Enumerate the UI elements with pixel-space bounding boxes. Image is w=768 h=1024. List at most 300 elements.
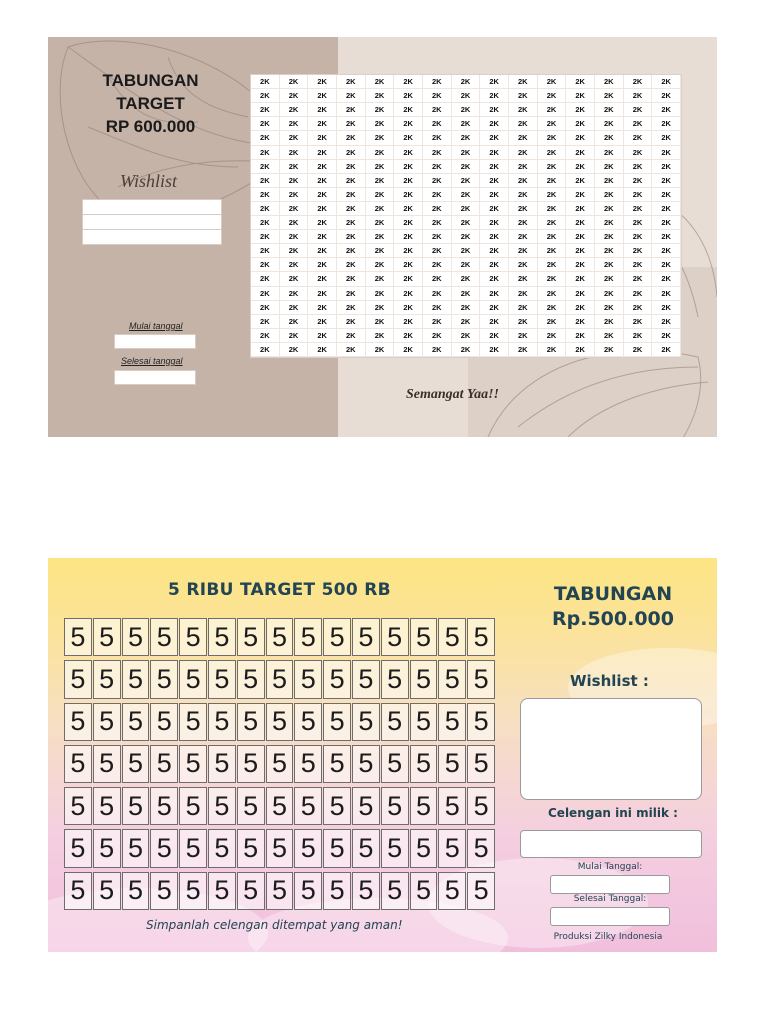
savings-cell[interactable]: 2K xyxy=(452,230,481,244)
savings-cell[interactable]: 5 xyxy=(467,787,495,825)
savings-cell[interactable]: 2K xyxy=(423,202,452,216)
savings-cell[interactable]: 5 xyxy=(352,872,380,910)
savings-cell[interactable]: 5 xyxy=(122,660,150,698)
savings-cell[interactable]: 5 xyxy=(208,872,236,910)
savings-cell[interactable]: 2K xyxy=(652,131,681,145)
savings-cell[interactable]: 2K xyxy=(308,160,337,174)
savings-cell[interactable]: 2K xyxy=(652,244,681,258)
savings-cell[interactable]: 2K xyxy=(308,230,337,244)
savings-cell[interactable]: 2K xyxy=(624,89,653,103)
savings-cell[interactable]: 5 xyxy=(410,660,438,698)
savings-cell[interactable]: 2K xyxy=(452,258,481,272)
savings-cell[interactable]: 2K xyxy=(538,89,567,103)
savings-cell[interactable]: 2K xyxy=(509,146,538,160)
savings-cell[interactable]: 2K xyxy=(452,287,481,301)
savings-cell[interactable]: 5 xyxy=(93,872,121,910)
savings-cell[interactable]: 2K xyxy=(452,146,481,160)
savings-cell[interactable]: 2K xyxy=(566,230,595,244)
savings-cell[interactable]: 2K xyxy=(337,202,366,216)
savings-cell[interactable]: 2K xyxy=(280,301,309,315)
savings-cell[interactable]: 2K xyxy=(538,174,567,188)
savings-cell[interactable]: 5 xyxy=(208,618,236,656)
savings-cell[interactable]: 2K xyxy=(624,329,653,343)
savings-cell[interactable]: 2K xyxy=(280,216,309,230)
savings-cell[interactable]: 5 xyxy=(122,829,150,867)
savings-cell[interactable]: 2K xyxy=(538,244,567,258)
savings-cell[interactable]: 2K xyxy=(251,244,280,258)
savings-cell[interactable]: 5 xyxy=(410,618,438,656)
savings-cell[interactable]: 2K xyxy=(652,301,681,315)
savings-cell[interactable]: 2K xyxy=(509,160,538,174)
savings-cell[interactable]: 2K xyxy=(480,160,509,174)
savings-cell[interactable]: 2K xyxy=(423,244,452,258)
savings-cell[interactable]: 2K xyxy=(337,272,366,286)
savings-cell[interactable]: 2K xyxy=(251,174,280,188)
savings-cell[interactable]: 5 xyxy=(122,618,150,656)
savings-cell[interactable]: 5 xyxy=(237,829,265,867)
savings-cell[interactable]: 2K xyxy=(394,315,423,329)
savings-cell[interactable]: 5 xyxy=(179,787,207,825)
savings-cell[interactable]: 2K xyxy=(509,272,538,286)
savings-cell[interactable]: 5 xyxy=(179,660,207,698)
savings-cell[interactable]: 5 xyxy=(237,872,265,910)
savings-cell[interactable]: 2K xyxy=(509,301,538,315)
savings-cell[interactable]: 5 xyxy=(179,618,207,656)
savings-cell[interactable]: 5 xyxy=(93,703,121,741)
savings-cell[interactable]: 5 xyxy=(64,703,92,741)
savings-cell[interactable]: 2K xyxy=(394,202,423,216)
savings-cell[interactable]: 2K xyxy=(251,146,280,160)
savings-cell[interactable]: 2K xyxy=(624,244,653,258)
savings-cell[interactable]: 5 xyxy=(237,703,265,741)
savings-cell[interactable]: 2K xyxy=(624,301,653,315)
savings-cell[interactable]: 2K xyxy=(366,75,395,89)
savings-cell[interactable]: 5 xyxy=(266,618,294,656)
savings-cell[interactable]: 2K xyxy=(423,146,452,160)
savings-cell[interactable]: 2K xyxy=(452,272,481,286)
savings-cell[interactable]: 2K xyxy=(538,287,567,301)
savings-cell[interactable]: 5 xyxy=(381,787,409,825)
savings-cell[interactable]: 2K xyxy=(308,343,337,357)
savings-cell[interactable]: 5 xyxy=(467,660,495,698)
savings-cell[interactable]: 2K xyxy=(652,216,681,230)
savings-cell[interactable]: 2K xyxy=(366,244,395,258)
savings-cell[interactable]: 5 xyxy=(467,618,495,656)
savings-cell[interactable]: 2K xyxy=(480,146,509,160)
savings-cell[interactable]: 2K xyxy=(566,188,595,202)
savings-cell[interactable]: 2K xyxy=(480,258,509,272)
savings-cell[interactable]: 5 xyxy=(150,660,178,698)
savings-cell[interactable]: 2K xyxy=(366,329,395,343)
savings-cell[interactable]: 2K xyxy=(280,131,309,145)
savings-cell[interactable]: 2K xyxy=(337,230,366,244)
savings-cell[interactable]: 5 xyxy=(438,703,466,741)
savings-cell[interactable]: 2K xyxy=(538,315,567,329)
savings-cell[interactable]: 2K xyxy=(366,301,395,315)
savings-cell[interactable]: 5 xyxy=(410,787,438,825)
savings-cell[interactable]: 2K xyxy=(509,103,538,117)
savings-cell[interactable]: 2K xyxy=(538,216,567,230)
end-date-field[interactable] xyxy=(550,907,670,926)
savings-cell[interactable]: 2K xyxy=(538,343,567,357)
savings-cell[interactable]: 2K xyxy=(509,315,538,329)
savings-cell[interactable]: 2K xyxy=(652,160,681,174)
savings-cell[interactable]: 5 xyxy=(323,787,351,825)
savings-cell[interactable]: 2K xyxy=(366,174,395,188)
savings-cell[interactable]: 5 xyxy=(323,660,351,698)
savings-cell[interactable]: 2K xyxy=(538,301,567,315)
savings-cell[interactable]: 5 xyxy=(294,787,322,825)
savings-cell[interactable]: 2K xyxy=(423,75,452,89)
savings-cell[interactable]: 2K xyxy=(624,103,653,117)
savings-cell[interactable]: 2K xyxy=(538,131,567,145)
savings-cell[interactable]: 5 xyxy=(438,745,466,783)
savings-cell[interactable]: 2K xyxy=(394,272,423,286)
savings-cell[interactable]: 2K xyxy=(423,188,452,202)
savings-cell[interactable]: 2K xyxy=(251,272,280,286)
savings-cell[interactable]: 2K xyxy=(538,230,567,244)
savings-cell[interactable]: 5 xyxy=(352,829,380,867)
savings-cell[interactable]: 2K xyxy=(509,329,538,343)
savings-cell[interactable]: 2K xyxy=(251,75,280,89)
savings-cell[interactable]: 2K xyxy=(652,343,681,357)
savings-cell[interactable]: 2K xyxy=(566,287,595,301)
savings-cell[interactable]: 2K xyxy=(366,117,395,131)
savings-cell[interactable]: 2K xyxy=(624,258,653,272)
savings-cell[interactable]: 2K xyxy=(251,343,280,357)
savings-cell[interactable]: 2K xyxy=(480,174,509,188)
end-date-field[interactable] xyxy=(114,370,196,385)
start-date-field[interactable] xyxy=(550,875,670,894)
savings-cell[interactable]: 5 xyxy=(352,745,380,783)
savings-cell[interactable]: 2K xyxy=(509,230,538,244)
savings-cell[interactable]: 2K xyxy=(624,117,653,131)
savings-cell[interactable]: 2K xyxy=(452,188,481,202)
savings-cell[interactable]: 2K xyxy=(394,174,423,188)
savings-cell[interactable]: 2K xyxy=(280,287,309,301)
wishlist-line[interactable] xyxy=(82,229,222,245)
savings-cell[interactable]: 2K xyxy=(280,89,309,103)
savings-cell[interactable]: 2K xyxy=(452,329,481,343)
savings-cell[interactable]: 2K xyxy=(566,103,595,117)
savings-cell[interactable]: 2K xyxy=(624,146,653,160)
savings-cell[interactable]: 2K xyxy=(624,230,653,244)
savings-cell[interactable]: 2K xyxy=(595,188,624,202)
savings-cell[interactable]: 2K xyxy=(480,216,509,230)
savings-cell[interactable]: 2K xyxy=(280,160,309,174)
savings-cell[interactable]: 2K xyxy=(566,202,595,216)
savings-cell[interactable]: 5 xyxy=(179,745,207,783)
savings-cell[interactable]: 2K xyxy=(652,89,681,103)
savings-cell[interactable]: 2K xyxy=(509,258,538,272)
savings-cell[interactable]: 2K xyxy=(308,244,337,258)
savings-cell[interactable]: 5 xyxy=(150,872,178,910)
savings-cell[interactable]: 5 xyxy=(294,660,322,698)
savings-cell[interactable]: 2K xyxy=(394,160,423,174)
savings-cell[interactable]: 2K xyxy=(452,315,481,329)
savings-cell[interactable]: 5 xyxy=(150,703,178,741)
savings-cell[interactable]: 2K xyxy=(280,146,309,160)
savings-cell[interactable]: 2K xyxy=(480,103,509,117)
savings-cell[interactable]: 5 xyxy=(237,660,265,698)
savings-cell[interactable]: 2K xyxy=(566,117,595,131)
savings-cell[interactable]: 2K xyxy=(423,131,452,145)
savings-cell[interactable]: 2K xyxy=(366,89,395,103)
savings-cell[interactable]: 2K xyxy=(566,244,595,258)
savings-cell[interactable]: 2K xyxy=(652,315,681,329)
savings-cell[interactable]: 2K xyxy=(308,216,337,230)
savings-cell[interactable]: 5 xyxy=(381,618,409,656)
savings-cell[interactable]: 2K xyxy=(595,315,624,329)
savings-cell[interactable]: 2K xyxy=(624,131,653,145)
savings-cell[interactable]: 2K xyxy=(394,343,423,357)
savings-cell[interactable]: 5 xyxy=(150,745,178,783)
savings-cell[interactable]: 2K xyxy=(366,131,395,145)
savings-cell[interactable]: 2K xyxy=(337,287,366,301)
savings-cell[interactable]: 2K xyxy=(452,343,481,357)
start-date-field[interactable] xyxy=(114,334,196,349)
savings-cell[interactable]: 2K xyxy=(509,174,538,188)
savings-cell[interactable]: 2K xyxy=(595,287,624,301)
savings-cell[interactable]: 2K xyxy=(280,343,309,357)
savings-cell[interactable]: 2K xyxy=(538,103,567,117)
savings-cell[interactable]: 2K xyxy=(251,329,280,343)
savings-cell[interactable]: 2K xyxy=(652,287,681,301)
savings-cell[interactable]: 2K xyxy=(280,188,309,202)
savings-cell[interactable]: 2K xyxy=(566,146,595,160)
savings-cell[interactable]: 5 xyxy=(467,872,495,910)
savings-cell[interactable]: 2K xyxy=(652,258,681,272)
owner-field[interactable] xyxy=(520,830,702,858)
savings-cell[interactable]: 2K xyxy=(595,103,624,117)
savings-cell[interactable]: 2K xyxy=(509,117,538,131)
savings-cell[interactable]: 5 xyxy=(323,872,351,910)
savings-cell[interactable]: 2K xyxy=(423,343,452,357)
savings-cell[interactable]: 2K xyxy=(366,188,395,202)
savings-cell[interactable]: 2K xyxy=(566,131,595,145)
savings-cell[interactable]: 5 xyxy=(410,703,438,741)
savings-cell[interactable]: 5 xyxy=(294,745,322,783)
savings-cell[interactable]: 2K xyxy=(595,146,624,160)
savings-cell[interactable]: 2K xyxy=(595,117,624,131)
savings-cell[interactable]: 2K xyxy=(624,202,653,216)
savings-cell[interactable]: 5 xyxy=(381,660,409,698)
savings-cell[interactable]: 5 xyxy=(381,745,409,783)
savings-cell[interactable]: 2K xyxy=(652,146,681,160)
savings-cell[interactable]: 2K xyxy=(423,301,452,315)
savings-cell[interactable]: 5 xyxy=(64,618,92,656)
savings-cell[interactable]: 2K xyxy=(595,230,624,244)
savings-cell[interactable]: 5 xyxy=(266,872,294,910)
savings-cell[interactable]: 2K xyxy=(308,131,337,145)
savings-cell[interactable]: 2K xyxy=(366,287,395,301)
savings-cell[interactable]: 5 xyxy=(150,829,178,867)
savings-cell[interactable]: 2K xyxy=(452,103,481,117)
savings-cell[interactable]: 2K xyxy=(337,244,366,258)
savings-cell[interactable]: 2K xyxy=(251,89,280,103)
savings-cell[interactable]: 5 xyxy=(352,660,380,698)
savings-cell[interactable]: 2K xyxy=(337,89,366,103)
savings-cell[interactable]: 2K xyxy=(337,174,366,188)
savings-cell[interactable]: 2K xyxy=(394,146,423,160)
savings-cell[interactable]: 2K xyxy=(394,329,423,343)
savings-cell[interactable]: 2K xyxy=(509,75,538,89)
savings-cell[interactable]: 2K xyxy=(366,103,395,117)
savings-cell[interactable]: 2K xyxy=(566,343,595,357)
savings-cell[interactable]: 2K xyxy=(509,287,538,301)
savings-cell[interactable]: 5 xyxy=(410,745,438,783)
savings-cell[interactable]: 2K xyxy=(538,146,567,160)
savings-cell[interactable]: 5 xyxy=(381,872,409,910)
savings-cell[interactable]: 2K xyxy=(366,146,395,160)
savings-cell[interactable]: 2K xyxy=(423,103,452,117)
savings-cell[interactable]: 2K xyxy=(251,202,280,216)
savings-cell[interactable]: 2K xyxy=(652,117,681,131)
savings-cell[interactable]: 2K xyxy=(480,301,509,315)
savings-cell[interactable]: 2K xyxy=(452,89,481,103)
savings-cell[interactable]: 2K xyxy=(337,131,366,145)
savings-cell[interactable]: 2K xyxy=(251,230,280,244)
savings-cell[interactable]: 2K xyxy=(624,75,653,89)
savings-cell[interactable]: 5 xyxy=(122,703,150,741)
savings-cell[interactable]: 2K xyxy=(452,202,481,216)
savings-cell[interactable]: 5 xyxy=(410,872,438,910)
savings-cell[interactable]: 2K xyxy=(423,230,452,244)
savings-cell[interactable]: 2K xyxy=(251,287,280,301)
savings-cell[interactable]: 2K xyxy=(423,315,452,329)
savings-cell[interactable]: 2K xyxy=(251,301,280,315)
savings-cell[interactable]: 2K xyxy=(566,315,595,329)
savings-cell[interactable]: 2K xyxy=(337,329,366,343)
savings-cell[interactable]: 2K xyxy=(595,272,624,286)
savings-cell[interactable]: 5 xyxy=(237,787,265,825)
savings-cell[interactable]: 5 xyxy=(323,829,351,867)
savings-cell[interactable]: 2K xyxy=(308,258,337,272)
savings-cell[interactable]: 2K xyxy=(308,188,337,202)
savings-cell[interactable]: 5 xyxy=(323,618,351,656)
savings-cell[interactable]: 2K xyxy=(566,174,595,188)
savings-cell[interactable]: 2K xyxy=(652,329,681,343)
savings-cell[interactable]: 2K xyxy=(624,160,653,174)
savings-cell[interactable]: 2K xyxy=(509,343,538,357)
savings-cell[interactable]: 2K xyxy=(308,117,337,131)
savings-cell[interactable]: 2K xyxy=(251,216,280,230)
savings-cell[interactable]: 2K xyxy=(423,287,452,301)
savings-cell[interactable]: 2K xyxy=(480,188,509,202)
savings-cell[interactable]: 2K xyxy=(423,117,452,131)
savings-cell[interactable]: 2K xyxy=(509,131,538,145)
savings-cell[interactable]: 5 xyxy=(323,703,351,741)
savings-cell[interactable]: 2K xyxy=(308,202,337,216)
savings-cell[interactable]: 5 xyxy=(64,745,92,783)
savings-cell[interactable]: 5 xyxy=(64,660,92,698)
savings-cell[interactable]: 2K xyxy=(538,160,567,174)
wishlist-field[interactable] xyxy=(520,698,702,800)
savings-cell[interactable]: 2K xyxy=(595,329,624,343)
savings-cell[interactable]: 2K xyxy=(366,315,395,329)
savings-cell[interactable]: 5 xyxy=(467,745,495,783)
savings-cell[interactable]: 2K xyxy=(538,117,567,131)
savings-cell[interactable]: 2K xyxy=(566,301,595,315)
savings-cell[interactable]: 2K xyxy=(480,287,509,301)
savings-cell[interactable]: 5 xyxy=(179,829,207,867)
savings-cell[interactable]: 2K xyxy=(423,329,452,343)
savings-cell[interactable]: 2K xyxy=(652,188,681,202)
savings-cell[interactable]: 2K xyxy=(595,160,624,174)
savings-cell[interactable]: 2K xyxy=(652,272,681,286)
savings-cell[interactable]: 2K xyxy=(308,146,337,160)
savings-cell[interactable]: 2K xyxy=(337,301,366,315)
savings-cell[interactable]: 5 xyxy=(208,829,236,867)
savings-cell[interactable]: 2K xyxy=(308,174,337,188)
savings-cell[interactable]: 2K xyxy=(480,202,509,216)
savings-cell[interactable]: 2K xyxy=(394,301,423,315)
savings-cell[interactable]: 2K xyxy=(452,131,481,145)
savings-cell[interactable]: 5 xyxy=(294,872,322,910)
savings-cell[interactable]: 2K xyxy=(251,117,280,131)
savings-cell[interactable]: 5 xyxy=(93,829,121,867)
savings-cell[interactable]: 2K xyxy=(566,329,595,343)
wishlist-line[interactable] xyxy=(82,214,222,230)
savings-cell[interactable]: 2K xyxy=(538,202,567,216)
savings-cell[interactable]: 5 xyxy=(294,703,322,741)
savings-cell[interactable]: 5 xyxy=(410,829,438,867)
savings-cell[interactable]: 2K xyxy=(366,160,395,174)
savings-cell[interactable]: 2K xyxy=(538,329,567,343)
savings-cell[interactable]: 2K xyxy=(394,244,423,258)
savings-cell[interactable]: 2K xyxy=(480,343,509,357)
savings-cell[interactable]: 2K xyxy=(308,315,337,329)
savings-cell[interactable]: 2K xyxy=(452,174,481,188)
savings-cell[interactable]: 2K xyxy=(337,343,366,357)
savings-cell[interactable]: 5 xyxy=(64,787,92,825)
savings-cell[interactable]: 5 xyxy=(179,872,207,910)
savings-cell[interactable]: 5 xyxy=(352,787,380,825)
savings-cell[interactable]: 5 xyxy=(64,872,92,910)
savings-cell[interactable]: 5 xyxy=(438,660,466,698)
savings-cell[interactable]: 2K xyxy=(280,202,309,216)
savings-cell[interactable]: 2K xyxy=(509,89,538,103)
savings-cell[interactable]: 2K xyxy=(366,272,395,286)
savings-cell[interactable]: 5 xyxy=(294,829,322,867)
savings-cell[interactable]: 2K xyxy=(652,174,681,188)
savings-cell[interactable]: 2K xyxy=(337,216,366,230)
savings-cell[interactable]: 2K xyxy=(566,75,595,89)
savings-cell[interactable]: 5 xyxy=(438,787,466,825)
savings-cell[interactable]: 5 xyxy=(294,618,322,656)
savings-cell[interactable]: 2K xyxy=(480,272,509,286)
savings-cell[interactable]: 2K xyxy=(480,244,509,258)
savings-cell[interactable]: 2K xyxy=(624,287,653,301)
savings-cell[interactable]: 5 xyxy=(122,745,150,783)
savings-cell[interactable]: 2K xyxy=(595,174,624,188)
savings-cell[interactable]: 2K xyxy=(308,75,337,89)
savings-cell[interactable]: 2K xyxy=(452,117,481,131)
savings-cell[interactable]: 2K xyxy=(280,230,309,244)
savings-cell[interactable]: 2K xyxy=(308,329,337,343)
savings-cell[interactable]: 5 xyxy=(93,745,121,783)
savings-cell[interactable]: 5 xyxy=(438,872,466,910)
savings-cell[interactable]: 2K xyxy=(652,202,681,216)
savings-cell[interactable]: 2K xyxy=(595,89,624,103)
savings-cell[interactable]: 5 xyxy=(381,703,409,741)
savings-cell[interactable]: 2K xyxy=(394,89,423,103)
savings-cell[interactable]: 2K xyxy=(480,117,509,131)
savings-cell[interactable]: 2K xyxy=(624,188,653,202)
savings-cell[interactable]: 2K xyxy=(251,103,280,117)
savings-cell[interactable]: 2K xyxy=(423,89,452,103)
savings-cell[interactable]: 2K xyxy=(480,75,509,89)
